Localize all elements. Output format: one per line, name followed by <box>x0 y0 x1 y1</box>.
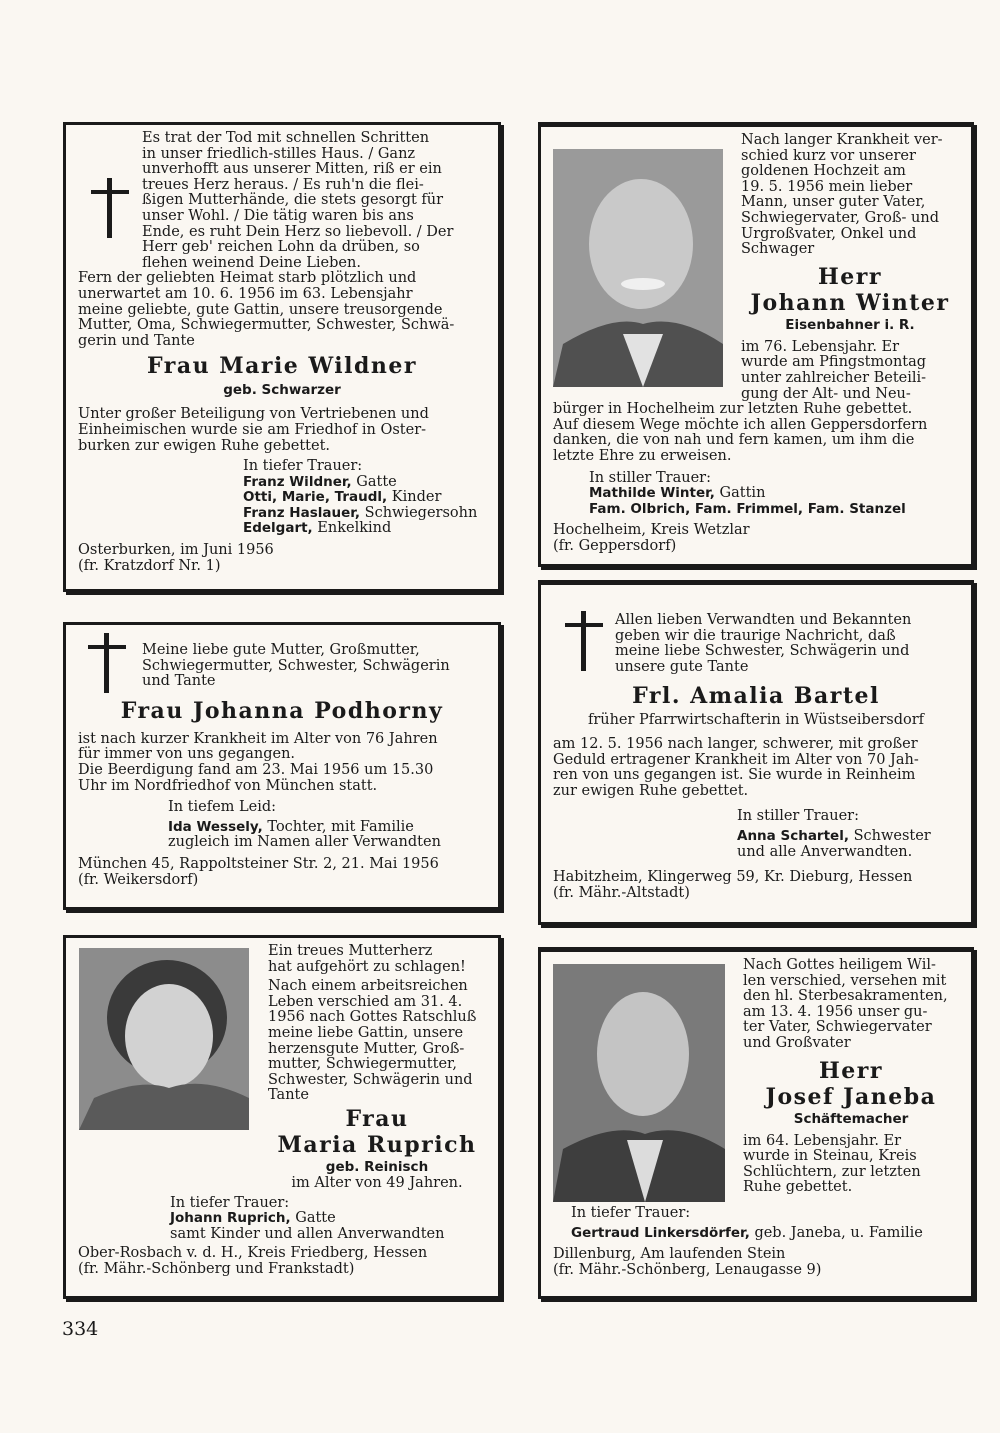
deceased-title: Frau <box>345 1105 409 1132</box>
portrait-photo <box>79 948 249 1130</box>
obituary-podhorny <box>63 622 501 910</box>
maiden-name: geb. Schwarzer <box>223 382 341 399</box>
occupation: Eisenbahner i. R. <box>785 316 915 333</box>
age: im Alter von 49 Jahren. <box>291 1174 463 1191</box>
portrait-photo <box>553 964 725 1202</box>
deceased-name: Frau Johanna Podhorny <box>120 697 444 724</box>
poem: Es trat der Tod mit schnellen Schritten in unser friedlich-stilles Haus. / Ganz unverhofft aus unserer Mitten, riß er ein treues Herz heraus. / Es ruh'n die flei- ßigen Mutterhände, die stets gesorgt für unser Wohl. / Die tätig waren bis ans Ende, es ruht Dein Herz so liebevoll. / Der Herr geb' reichen Lohn da drüben, so flehen weinend Deine Lieben. <box>142 130 454 271</box>
occupation: Schäftemacher <box>793 1110 909 1127</box>
place-date: München 45, Rappoltsteiner Str. 2, 21. Mai 1956 (fr. Weikersdorf) <box>78 855 439 888</box>
intro-text: Meine liebe gute Mutter, Großmutter, Schwiegermutter, Schwester, Schwägerin und Tante <box>142 642 450 690</box>
obituary-wildner <box>63 122 501 592</box>
obituary-winter <box>538 122 974 567</box>
mourners: In tiefer Trauer: Johann Ruprich, Gatte samt Kinder und allen Anverwandten <box>170 1194 445 1242</box>
cross-icon <box>91 178 129 238</box>
portrait-photo <box>553 149 723 387</box>
deceased-name: Johann Winter <box>750 289 950 316</box>
man-portrait-icon <box>553 964 725 1202</box>
place-date: Osterburken, im Juni 1956 (fr. Kratzdorf Nr. 1) <box>78 542 274 574</box>
woman-portrait-icon <box>79 948 249 1130</box>
deceased-name: Frau Marie Wildner <box>147 353 417 380</box>
page-number: 334 <box>62 1318 99 1340</box>
place-date: Habitzheim, Klingerweg 59, Kr. Dieburg, Hessen (fr. Mähr.-Altstadt) <box>553 869 913 901</box>
mourners: In tiefer Trauer: Gertraud Linkersdörfer, geb. Janeba, u. Familie <box>571 1204 923 1241</box>
mourners: In stiller Trauer: Anna Schartel, Schwester und alle Anverwandten. <box>737 808 931 860</box>
place-date: Dillenburg, Am laufenden Stein (fr. Mähr.-Schönberg, Lenaugasse 9) <box>553 1246 822 1278</box>
body-text: bürger in Hochelheim zur letzten Ruhe gebettet. Auf diesem Wege möchte ich allen Geppersdorfern danken, die von nah und fern kamen, um ihm die letzte Ehre zu erweisen. <box>553 401 928 464</box>
place-date: Hochelheim, Kreis Wetzlar (fr. Geppersdorf) <box>553 522 750 554</box>
obituary-janeba <box>538 947 974 1299</box>
intro-text: Allen lieben Verwandten und Bekannten geben wir die traurige Nachricht, daß meine liebe Schwester, Schwägerin und unsere gute Tante <box>615 612 912 675</box>
deceased-name: Frl. Amalia Bartel <box>632 683 880 710</box>
man-portrait-icon <box>553 149 723 387</box>
deceased-name: Josef Janeba <box>765 1083 937 1110</box>
obituary-bartel <box>538 580 974 925</box>
text-column: Ein treues Mutterherz hat aufgehört zu schlagen! Nach einem arbeitsreichen Leben verschied am 31. 4. 1956 nach Gottes Ratschluß meine liebe Gattin, unsere herzensgute Mutter, Groß- mutter, Schwiegermutter, Schwester, Schwägerin und Tante Frau Maria Ruprich geb. Reinisch im Alter von 49 Jahren. <box>268 944 486 1192</box>
mourners: In tiefer Trauer: Franz Wildner, Gatte Otti, Marie, Traudl, Kinder Franz Haslauer, Schwiegersohn Edelgart, Enkelkind <box>243 458 478 537</box>
mourners: In tiefem Leid: Ida Wessely, Tochter, mit Familie zugleich im Namen aller Verwandten <box>168 799 441 851</box>
cross-icon <box>565 611 603 671</box>
occupation: früher Pfarrwirtschafterin in Wüstseibersdorf <box>587 712 925 729</box>
place-date: Ober-Rosbach v. d. H., Kreis Friedberg, Hessen (fr. Mähr.-Schönberg und Frankstadt) <box>78 1245 428 1277</box>
cross-icon <box>88 633 126 693</box>
deceased-title: Herr <box>818 263 882 290</box>
deceased-title: Herr <box>819 1057 883 1084</box>
obituary-ruprich <box>63 935 501 1299</box>
body-text: am 12. 5. 1956 nach langer, schwerer, mit großer Geduld ertragener Krankheit im Alter von 70 Jah- ren von uns gegangen ist. Sie wurde in Reinheim zur ewigen Ruhe gebettet. <box>553 735 919 799</box>
deceased-name: Maria Ruprich <box>277 1131 477 1158</box>
body-text: ist nach kurzer Krankheit im Alter von 76 Jahren für immer von uns gegangen. Die Beerdigung fand am 23. Mai 1956 um 15.30 Uhr im Nordfriedhof von München statt. <box>78 730 438 794</box>
maiden-name: geb. Reinisch <box>325 1158 429 1175</box>
intro-text: Nach langer Krankheit ver- schied kurz vor unserer goldenen Hochzeit am 19. 5. 1956 mein lieber Mann, unser guter Vater, Schwiegervater, Groß- und Urgroßvater, Onkel und Schwager Herr Johann Winter Eisenbahner i. R. im 76. Lebensjahr. Er wurde am Pfingstmontag unter zahlreicher Beteili- gung der Alt- und Neu- <box>741 133 959 402</box>
text-column: Nach Gottes heiligem Wil- len verschied, versehen mit den hl. Sterbesakramenten, am 13. 4. 1956 unser gu- ter Vater, Schwiegervater und Großvater Herr Josef Janeba Schäftemacher im 64. Lebensjahr. Er wurde in Steinau, Kreis Schlüchtern, zur letzten Ruhe gebettet. <box>743 958 959 1196</box>
body-text: Unter großer Beteiligung von Vertriebenen und Einheimischen wurde sie am Friedhof in Oster- burken zur ewigen Ruhe gebettet. <box>78 406 429 454</box>
mourners: In stiller Trauer: Mathilde Winter, Gattin Fam. Olbrich, Fam. Frimmel, Fam. Stanzel <box>589 469 906 517</box>
intro-text: Fern der geliebten Heimat starb plötzlich und unerwartet am 10. 6. 1956 im 63. Lebensjahr meine geliebte, gute Gattin, unsere treusorgende Mutter, Oma, Schwiegermutter, Schwester, Schwä- gerin und Tante <box>78 270 455 349</box>
